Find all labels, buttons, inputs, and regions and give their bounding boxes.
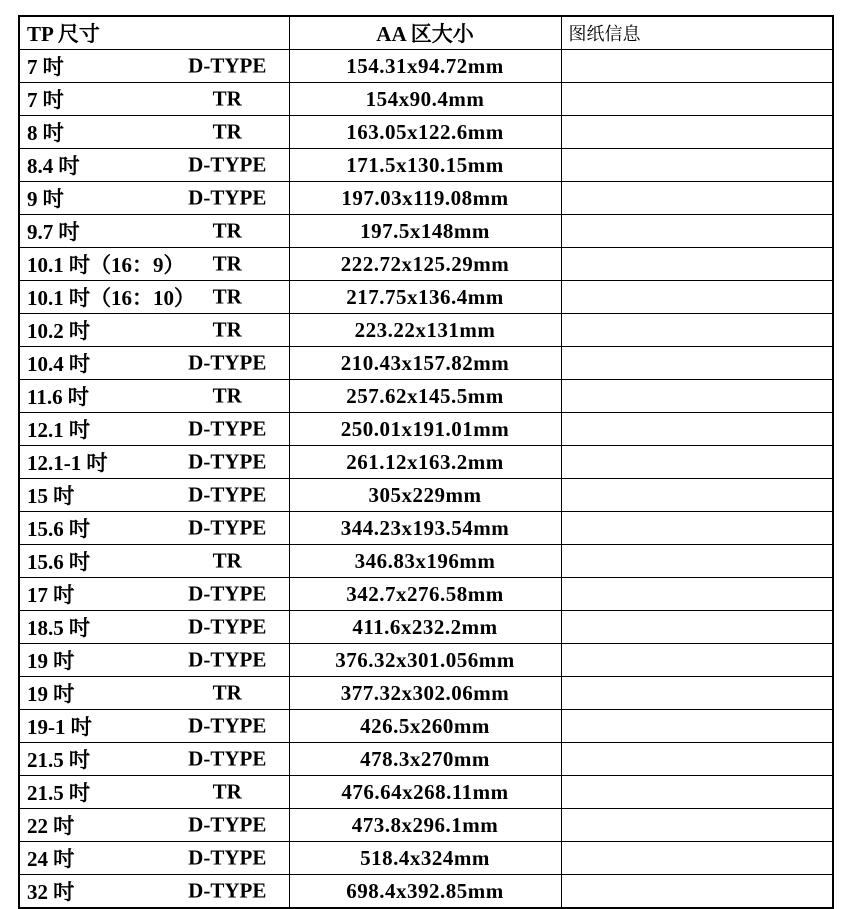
tp-size-cell [19, 710, 289, 743]
panel-type-label: TR [212, 317, 242, 342]
drawing-info-cell [561, 578, 833, 611]
aa-area-size-cell: 478.3x270mm [289, 743, 561, 776]
tp-size-label: 7 吋 [27, 88, 64, 112]
header-row [19, 16, 833, 50]
tp-size-label: 7 吋 [27, 55, 64, 79]
table-row [19, 809, 833, 842]
panel-type-label: D-TYPE [188, 350, 267, 375]
panel-type-label: TR [212, 383, 242, 408]
aa-area-size-cell: 473.8x296.1mm [289, 809, 561, 842]
table-row [19, 611, 833, 644]
column-header-drawing-info: 图纸信息 [561, 16, 833, 50]
panel-type-label: TR [212, 218, 242, 243]
table-row [19, 875, 833, 909]
aa-area-size-cell: 426.5x260mm [289, 710, 561, 743]
tp-size-label: 8 吋 [27, 121, 64, 145]
panel-type-label: TR [212, 251, 242, 276]
panel-type-label: D-TYPE [188, 53, 267, 78]
drawing-info-cell [561, 677, 833, 710]
tp-size-label: 12.1 吋 [27, 418, 90, 442]
tp-size-label: 11.6 吋 [27, 385, 89, 409]
table-row [19, 248, 833, 281]
tp-size-cell [19, 182, 289, 215]
tp-size-cell [19, 149, 289, 182]
drawing-info-cell [561, 644, 833, 677]
column-header-tp-size: TP 尺寸 [19, 16, 289, 50]
tp-size-cell [19, 83, 289, 116]
table-row [19, 842, 833, 875]
tp-size-label: 10.1 吋（16：10） [27, 286, 195, 310]
tp-size-cell [19, 578, 289, 611]
table-row [19, 677, 833, 710]
aa-area-size-cell: 411.6x232.2mm [289, 611, 561, 644]
tp-size-label: 12.1-1 吋 [27, 451, 108, 475]
drawing-info-cell [561, 809, 833, 842]
aa-area-size-cell: 305x229mm [289, 479, 561, 512]
aa-area-size-cell: 223.22x131mm [289, 314, 561, 347]
tp-size-label: 8.4 吋 [27, 154, 80, 178]
tp-size-cell [19, 347, 289, 380]
panel-type-label: D-TYPE [188, 185, 267, 210]
table-row [19, 116, 833, 149]
table-row [19, 743, 833, 776]
tp-size-label: 22 吋 [27, 814, 75, 838]
aa-area-size-cell: 171.5x130.15mm [289, 149, 561, 182]
tp-size-label: 19 吋 [27, 649, 75, 673]
table-row [19, 347, 833, 380]
drawing-info-cell [561, 446, 833, 479]
table-row [19, 413, 833, 446]
table-row [19, 281, 833, 314]
table-row [19, 380, 833, 413]
aa-area-size-cell: 154x90.4mm [289, 83, 561, 116]
drawing-info-cell [561, 479, 833, 512]
tp-size-spec-table [18, 15, 834, 909]
panel-type-label: D-TYPE [188, 515, 267, 540]
panel-type-label: TR [212, 779, 242, 804]
tp-size-cell [19, 512, 289, 545]
aa-area-size-cell: 518.4x324mm [289, 842, 561, 875]
tp-size-cell [19, 281, 289, 314]
table-row [19, 479, 833, 512]
table-row [19, 710, 833, 743]
drawing-info-cell [561, 380, 833, 413]
table-row [19, 644, 833, 677]
tp-size-label: 21.5 吋 [27, 781, 90, 805]
panel-type-label: D-TYPE [188, 845, 267, 870]
tp-size-cell [19, 776, 289, 809]
table-row [19, 50, 833, 83]
drawing-info-cell [561, 545, 833, 578]
panel-type-label: D-TYPE [188, 713, 267, 738]
panel-type-label: TR [212, 548, 242, 573]
drawing-info-cell [561, 512, 833, 545]
table-row [19, 578, 833, 611]
drawing-info-cell [561, 182, 833, 215]
tp-size-cell [19, 116, 289, 149]
aa-area-size-cell: 222.72x125.29mm [289, 248, 561, 281]
panel-type-label: D-TYPE [188, 416, 267, 441]
panel-type-label: D-TYPE [188, 152, 267, 177]
panel-type-label: TR [212, 86, 242, 111]
drawing-info-cell [561, 842, 833, 875]
table-row [19, 776, 833, 809]
aa-area-size-cell: 257.62x145.5mm [289, 380, 561, 413]
table-row [19, 446, 833, 479]
tp-size-label: 10.1 吋（16：9） [27, 253, 185, 277]
tp-size-cell [19, 413, 289, 446]
tp-size-cell [19, 842, 289, 875]
panel-type-label: D-TYPE [188, 614, 267, 639]
table-row [19, 149, 833, 182]
aa-area-size-cell: 197.03x119.08mm [289, 182, 561, 215]
tp-size-cell [19, 380, 289, 413]
aa-area-size-cell: 376.32x301.056mm [289, 644, 561, 677]
tp-size-cell [19, 248, 289, 281]
table-row [19, 512, 833, 545]
tp-size-cell [19, 743, 289, 776]
table-body [19, 50, 833, 909]
aa-area-size-cell: 698.4x392.85mm [289, 875, 561, 909]
panel-type-label: D-TYPE [188, 812, 267, 837]
tp-size-label: 17 吋 [27, 583, 75, 607]
panel-type-label: TR [212, 119, 242, 144]
aa-area-size-cell: 217.75x136.4mm [289, 281, 561, 314]
tp-size-cell [19, 446, 289, 479]
tp-size-label: 32 吋 [27, 880, 75, 904]
panel-type-label: D-TYPE [188, 581, 267, 606]
panel-type-label: D-TYPE [188, 878, 267, 903]
panel-type-label: TR [212, 680, 242, 705]
tp-size-label: 18.5 吋 [27, 616, 90, 640]
tp-size-cell [19, 677, 289, 710]
tp-size-label: 10.2 吋 [27, 319, 90, 343]
panel-type-label: D-TYPE [188, 482, 267, 507]
table-row [19, 314, 833, 347]
tp-size-label: 15 吋 [27, 484, 75, 508]
panel-type-label: D-TYPE [188, 746, 267, 771]
drawing-info-cell [561, 875, 833, 909]
tp-size-cell [19, 809, 289, 842]
table-header [19, 16, 833, 50]
drawing-info-cell [561, 710, 833, 743]
tp-size-label: 9.7 吋 [27, 220, 80, 244]
panel-type-label: D-TYPE [188, 449, 267, 474]
aa-area-size-cell: 154.31x94.72mm [289, 50, 561, 83]
tp-size-label: 24 吋 [27, 847, 75, 871]
drawing-info-cell [561, 347, 833, 380]
drawing-info-cell [561, 215, 833, 248]
tp-size-label: 9 吋 [27, 187, 64, 211]
table-row [19, 83, 833, 116]
aa-area-size-cell: 210.43x157.82mm [289, 347, 561, 380]
tp-size-cell [19, 479, 289, 512]
tp-size-label: 21.5 吋 [27, 748, 90, 772]
tp-size-cell [19, 644, 289, 677]
drawing-info-cell [561, 743, 833, 776]
table-row [19, 215, 833, 248]
tp-size-label: 10.4 吋 [27, 352, 90, 376]
aa-area-size-cell: 197.5x148mm [289, 215, 561, 248]
table-row [19, 182, 833, 215]
tp-size-cell [19, 314, 289, 347]
aa-area-size-cell: 377.32x302.06mm [289, 677, 561, 710]
aa-area-size-cell: 346.83x196mm [289, 545, 561, 578]
tp-size-label: 15.6 吋 [27, 550, 90, 574]
drawing-info-cell [561, 776, 833, 809]
drawing-info-cell [561, 611, 833, 644]
table-row [19, 545, 833, 578]
drawing-info-cell [561, 116, 833, 149]
tp-size-cell [19, 611, 289, 644]
drawing-info-cell [561, 149, 833, 182]
drawing-info-cell [561, 281, 833, 314]
tp-size-label: 15.6 吋 [27, 517, 90, 541]
aa-area-size-cell: 250.01x191.01mm [289, 413, 561, 446]
aa-area-size-cell: 342.7x276.58mm [289, 578, 561, 611]
tp-size-label: 19-1 吋 [27, 715, 92, 739]
aa-area-size-cell: 261.12x163.2mm [289, 446, 561, 479]
panel-type-label: D-TYPE [188, 647, 267, 672]
tp-size-cell [19, 545, 289, 578]
column-header-aa-area-size: AA 区大小 [289, 16, 561, 50]
drawing-info-cell [561, 83, 833, 116]
tp-size-label: 19 吋 [27, 682, 75, 706]
aa-area-size-cell: 163.05x122.6mm [289, 116, 561, 149]
drawing-info-cell [561, 50, 833, 83]
tp-size-cell [19, 50, 289, 83]
tp-size-cell [19, 875, 289, 909]
drawing-info-cell [561, 314, 833, 347]
aa-area-size-cell: 344.23x193.54mm [289, 512, 561, 545]
drawing-info-cell [561, 248, 833, 281]
drawing-info-cell [561, 413, 833, 446]
aa-area-size-cell: 476.64x268.11mm [289, 776, 561, 809]
tp-size-cell [19, 215, 289, 248]
panel-type-label: TR [212, 284, 242, 309]
